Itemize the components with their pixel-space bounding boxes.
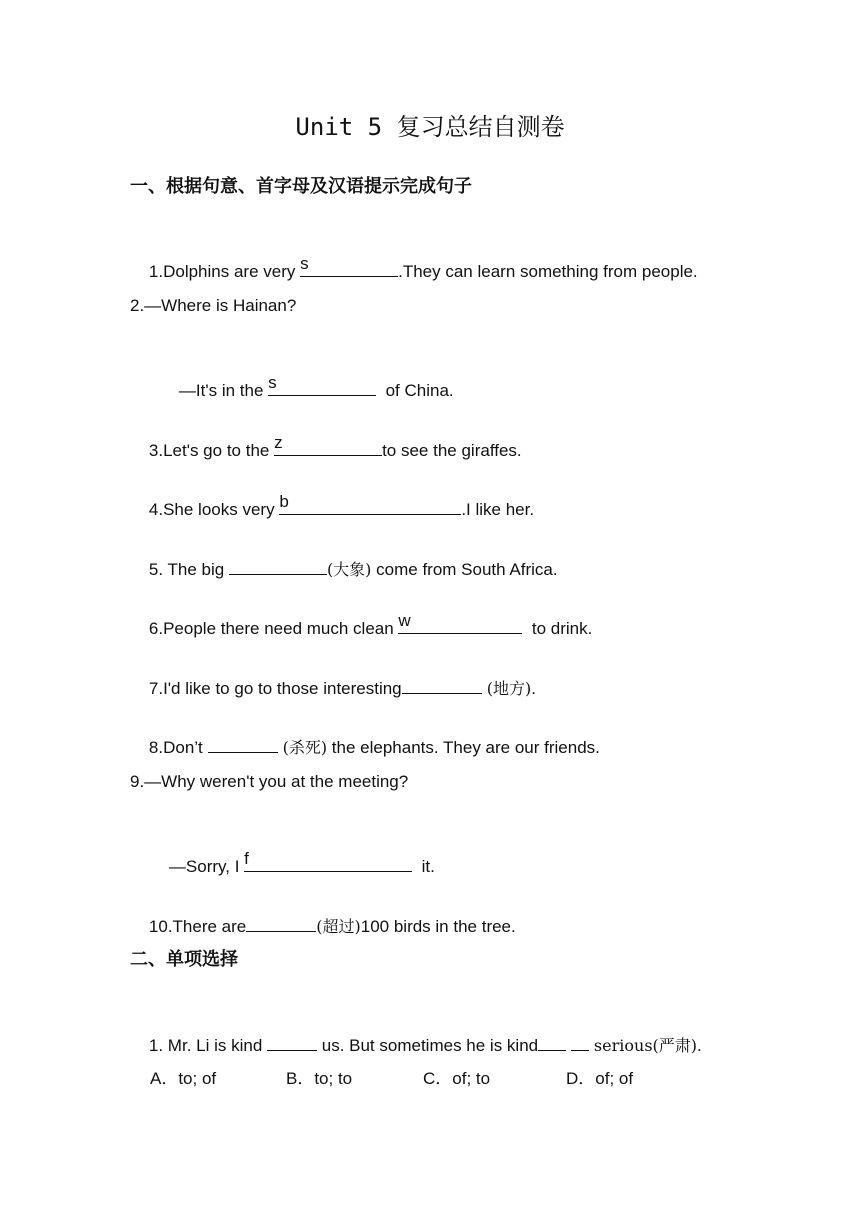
question-3: 3.Let's go to the z to see the giraffes.: [148, 433, 522, 460]
question-2-answer: —It's in the s of China.: [178, 373, 454, 400]
answer-blank[interactable]: [267, 1033, 317, 1051]
option-a[interactable]: A．to; of: [150, 1069, 217, 1088]
option-c[interactable]: C．of; to: [423, 1069, 491, 1088]
option-d[interactable]: D．of; of: [566, 1069, 634, 1088]
mc-question-1: 1. Mr. Li is kind us. But sometimes he is kind serious(严肃).: [130, 1007, 702, 1085]
section-heading-multiple-choice: 二、单项选择: [130, 949, 238, 970]
question-7: 7.I'd like to go to those interesting (地方).: [130, 650, 536, 728]
answer-blank[interactable]: [229, 557, 327, 575]
answer-blank[interactable]: [402, 676, 482, 694]
answer-blank[interactable]: f: [244, 854, 412, 872]
question-2: 2.—Where is Hainan?: [130, 296, 297, 315]
answer-blank[interactable]: b: [279, 497, 461, 515]
question-6: 6.People there need much clean w to drink.: [148, 611, 593, 638]
question-9: 9.—Why weren't you at the meeting?: [130, 772, 409, 791]
question-5: 5. The big (大象) come from South Africa.: [130, 531, 558, 609]
question-9-answer: —Sorry, I f it.: [168, 849, 435, 876]
answer-blank[interactable]: [571, 1033, 589, 1051]
mc-options: [150, 1066, 634, 1222]
question-10: 10.There are (超过)100 birds in the tree.: [130, 888, 516, 966]
answer-blank[interactable]: z: [274, 438, 382, 456]
answer-blank[interactable]: [538, 1033, 566, 1051]
answer-blank[interactable]: s: [268, 378, 376, 396]
question-4: 4.She looks very b .I like her.: [148, 492, 535, 519]
answer-blank[interactable]: [208, 735, 278, 753]
option-b[interactable]: B．to; to: [286, 1069, 353, 1088]
answer-blank[interactable]: [246, 914, 316, 932]
question-8: 8.Don’t (杀死) the elephants. They are our friends.: [130, 709, 600, 787]
answer-blank[interactable]: w: [398, 616, 522, 634]
answer-blank[interactable]: s: [300, 259, 398, 277]
question-1: 1.Dolphins are very s .They can learn something from people.: [148, 254, 698, 281]
section-heading-fill-in: 一、根据句意、首字母及汉语提示完成句子: [130, 176, 472, 197]
page-title: Unit 5 复习总结自测卷: [295, 113, 565, 141]
